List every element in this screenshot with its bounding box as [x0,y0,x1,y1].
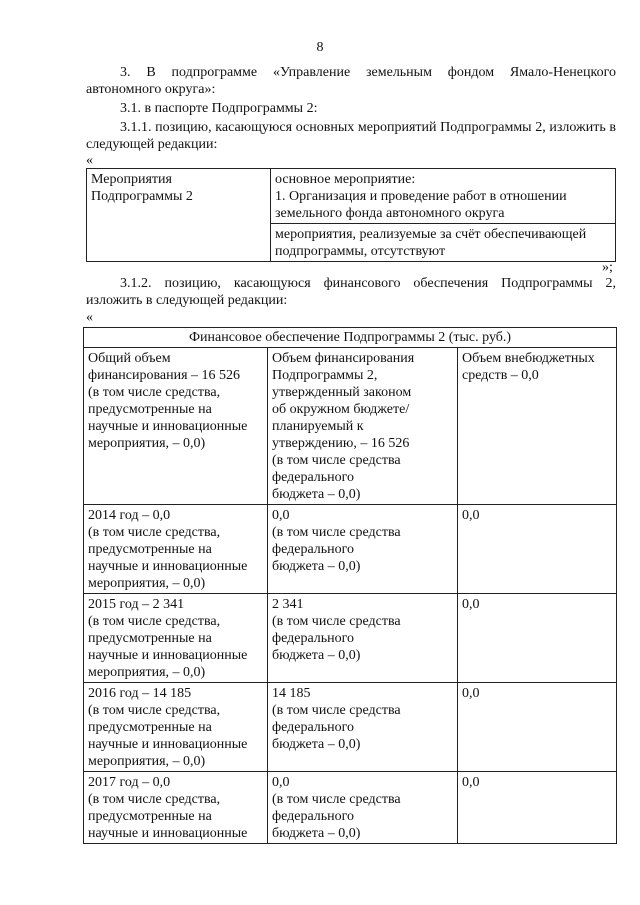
activities-label-cell [87,169,271,262]
financing-cell-line: бюджета – 0,0) [272,737,361,752]
financing-cell-line: планируемый к [272,419,364,434]
supporting-activity-line: подпрограммы, отсутствуют [275,244,446,259]
financing-cell-line: (в том числе средства, [88,703,221,718]
main-activity-line: основное мероприятие: [275,172,416,187]
supporting-activity-line: мероприятия, реализуемые за счёт обеспечивающей [275,227,587,242]
financing-table-header: Финансовое обеспечение Подпрограммы 2 (тыс. руб.) [84,328,617,348]
financing-cell-line: 0,0 [462,508,480,523]
section-3-1-1: 3.1.1. позицию, касающуюся основных мероприятий Подпрограммы 2, изложить в следующей редакции: [86,120,616,152]
financing-cell-line: бюджета – 0,0) [272,559,361,574]
financing-row-total [84,348,617,505]
financing-cell-line: 0,0 [462,597,480,612]
activities-table [86,168,616,262]
financing-cell-line: федерального [272,809,355,824]
main-activity-cell [271,169,616,224]
financing-cell-line: утверждению, – 16 526 [272,436,410,451]
open-quote-2: « [86,310,93,325]
financing-cell-line: бюджета – 0,0) [272,826,361,841]
financing-cell-line: Объем внебюджетных [462,351,595,366]
financing-cell-c1 [84,594,268,683]
financing-cell-line: мероприятия, – 0,0) [88,576,206,591]
financing-cell-line: федерального [272,542,355,557]
financing-cell-c2 [268,683,458,772]
financing-row-2016 [84,683,617,772]
financing-cell-line: 0,0 [462,775,480,790]
main-activity-line: земельного фонда автономного округа [275,206,505,221]
financing-cell-line: предусмотренные на [88,542,212,557]
financing-cell-line: мероприятия, – 0,0) [88,436,206,451]
financing-cell-line: бюджета – 0,0) [272,648,361,663]
financing-cell-c2 [268,505,458,594]
financing-cell-line: федерального [272,470,355,485]
financing-cell-line: 2015 год – 2 341 [88,597,185,612]
financing-row-2017 [84,772,617,844]
financing-row-2014 [84,505,617,594]
financing-cell-line: об окружном бюджете/ [272,402,410,417]
financing-cell-line: финансирования – 16 526 [88,368,241,383]
financing-cell-line: научные и инновационные [88,419,248,434]
financing-cell-line: предусмотренные на [88,809,212,824]
financing-cell-line: Общий объем [88,351,171,366]
financing-cell-line: научные и инновационные [88,737,248,752]
financing-cell-line: научные и инновационные [88,826,248,841]
financing-cell-line: 2014 год – 0,0 [88,508,171,523]
financing-cell-line: (в том числе средства [272,453,401,468]
financing-cell-c3 [458,772,617,844]
financing-cell-c1 [84,683,268,772]
financing-cell-line: 2 341 [272,597,304,612]
financing-cell-line: 14 185 [272,686,311,701]
open-quote-1: « [86,153,93,168]
page-number: 8 [316,40,324,55]
financing-cell-line: 2017 год – 0,0 [88,775,171,790]
financing-cell-line: (в том числе средства [272,792,401,807]
financing-cell-line: федерального [272,631,355,646]
financing-cell-line: предусмотренные на [88,631,212,646]
financing-cell-line: (в том числе средства [272,525,401,540]
activities-label-line: Подпрограммы 2 [91,189,193,204]
financing-row-2015 [84,594,617,683]
financing-cell-line: (в том числе средства, [88,525,221,540]
financing-cell-c1 [84,505,268,594]
financing-cell-c2 [268,348,458,505]
financing-cell-line: (в том числе средства, [88,385,221,400]
section-3-1: 3.1. в паспорте Подпрограммы 2: [120,101,318,116]
financing-cell-line: 0,0 [272,775,290,790]
financing-cell-line: мероприятия, – 0,0) [88,754,206,769]
financing-cell-line: 0,0 [272,508,290,523]
financing-cell-c3 [458,348,617,505]
financing-cell-line: федерального [272,720,355,735]
financing-cell-line: Подпрограммы 2, [272,368,378,383]
financing-cell-line: (в том числе средства, [88,792,221,807]
financing-cell-c1 [84,348,268,505]
financing-cell-line: средств – 0,0 [462,368,539,383]
financing-cell-line: (в том числе средства, [88,614,221,629]
financing-cell-line: предусмотренные на [88,720,212,735]
financing-cell-line: 0,0 [462,686,480,701]
section-3-1-2: 3.1.2. позицию, касающуюся финансового обеспечения Подпрограммы 2, изложить в следующей редакции: [86,276,616,308]
financing-cell-line: утвержденный законом [272,385,412,400]
financing-cell-c1 [84,772,268,844]
financing-cell-line: предусмотренные на [88,402,212,417]
financing-cell-line: 2016 год – 14 185 [88,686,192,701]
financing-cell-c3 [458,505,617,594]
financing-cell-line: научные и инновационные [88,648,248,663]
section-3-heading: 3. В подпрограмме «Управление земельным фондом Ямало-Ненецкого автономного округа»: [86,65,616,97]
financing-table [83,327,617,844]
close-quote-1: »; [602,260,613,275]
financing-cell-line: бюджета – 0,0) [272,487,361,502]
financing-cell-line: Объем финансирования [272,351,415,366]
financing-cell-c2 [268,772,458,844]
financing-cell-line: (в том числе средства [272,614,401,629]
main-activity-line: 1. Организация и проведение работ в отношении [275,189,567,204]
financing-cell-c2 [268,594,458,683]
financing-cell-c3 [458,683,617,772]
financing-cell-line: научные и инновационные [88,559,248,574]
financing-cell-line: (в том числе средства [272,703,401,718]
financing-cell-line: мероприятия, – 0,0) [88,665,206,680]
activities-label-line: Мероприятия [91,172,172,187]
supporting-activity-cell [271,224,616,262]
financing-cell-c3 [458,594,617,683]
